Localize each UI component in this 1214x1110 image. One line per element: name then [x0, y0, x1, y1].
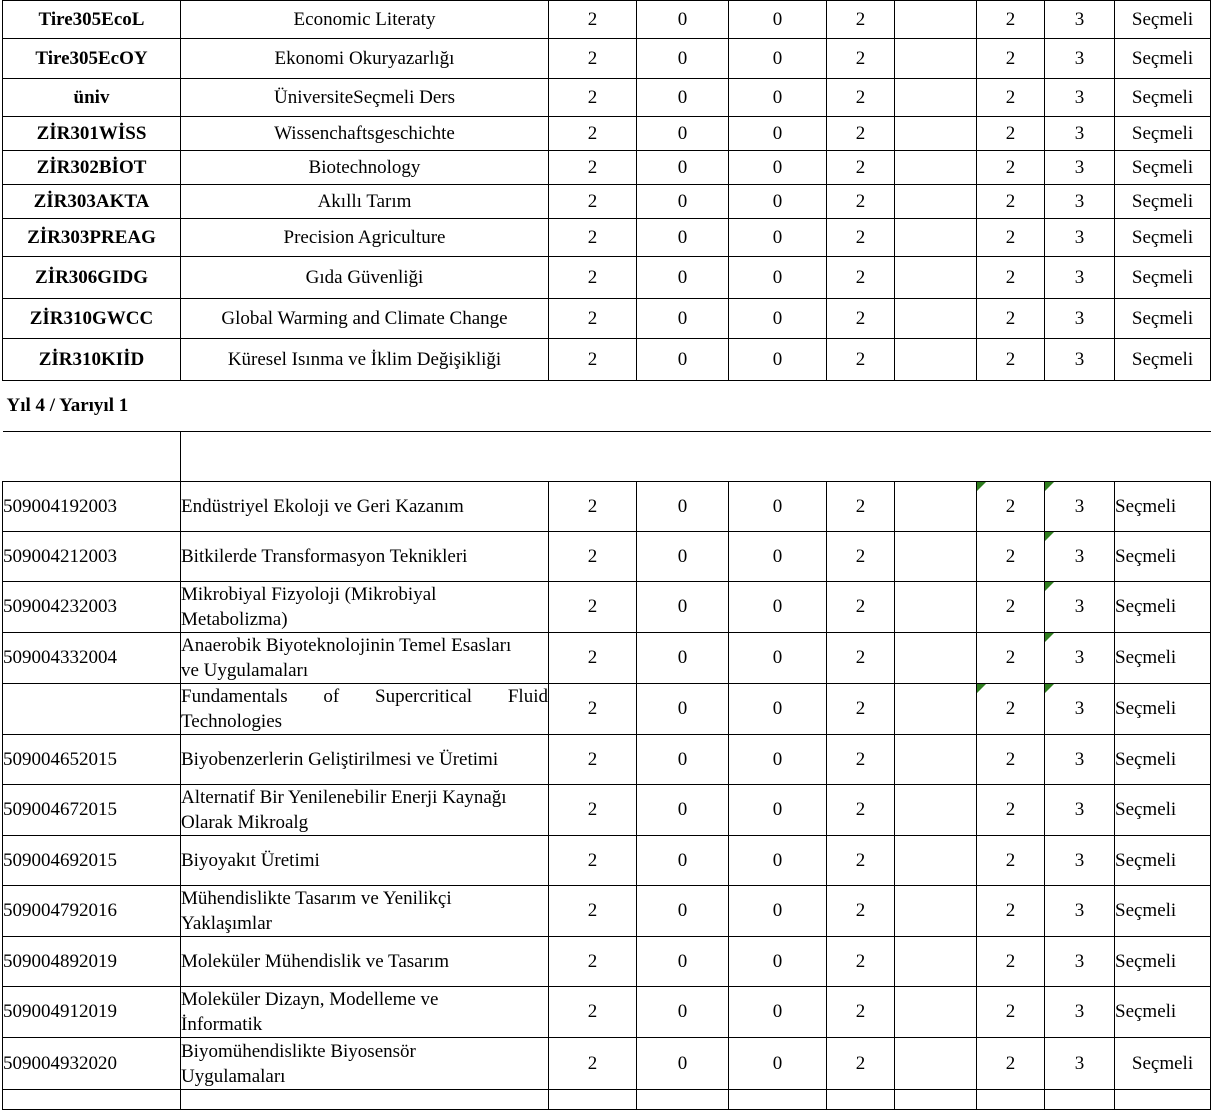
empty-cell [729, 1090, 827, 1110]
lab-hours: 0 [729, 886, 827, 937]
practice-hours: 0 [637, 79, 729, 117]
table-row [3, 937, 1211, 987]
lab-hours: 0 [729, 785, 827, 836]
course-code [3, 684, 181, 735]
course-name [181, 987, 549, 1038]
lab-hours: 0 [729, 1038, 827, 1090]
practice-hours: 0 [637, 1, 729, 39]
course-type: Seçmeli [1115, 151, 1211, 185]
course-code: 509004212003 [3, 532, 181, 582]
empty-cell [977, 1090, 1045, 1110]
akts-credit: 2 [977, 79, 1045, 117]
course-code: 509004192003 [3, 482, 181, 532]
table-row [3, 151, 1211, 185]
practice-hours: 0 [637, 151, 729, 185]
credit: 2 [827, 185, 895, 219]
akts-credit: 2 [977, 39, 1045, 79]
table-row [3, 836, 1211, 886]
credit: 2 [827, 532, 895, 582]
course-code: ZİR303AKTA [3, 185, 181, 219]
credit: 2 [827, 684, 895, 735]
credit: 2 [827, 633, 895, 684]
ects-value: 3 [1045, 836, 1115, 886]
theory-hours: 2 [549, 151, 637, 185]
course-code: üniv [3, 79, 181, 117]
akts-credit: 2 [977, 684, 1045, 735]
table-row [3, 117, 1211, 151]
course-name: Economic Literaty [181, 1, 549, 39]
lab-hours: 0 [729, 151, 827, 185]
theory-hours: 2 [549, 886, 637, 937]
credit: 2 [827, 1, 895, 39]
course-name: Precision Agriculture [181, 219, 549, 257]
lab-hours: 0 [729, 339, 827, 381]
table-row [3, 257, 1211, 299]
ects-value: 3 [1045, 684, 1115, 735]
akts-credit: 2 [977, 735, 1045, 785]
practice-hours: 0 [637, 684, 729, 735]
course-type: Seçmeli [1115, 836, 1211, 886]
course-name: Biotechnology [181, 151, 549, 185]
section-header-row [3, 381, 1211, 432]
course-type: Seçmeli [1115, 39, 1211, 79]
ects-value: 3 [1045, 339, 1115, 381]
practice-hours: 0 [637, 1038, 729, 1090]
course-name [181, 582, 549, 633]
course-name [181, 785, 549, 836]
empty-cell [1115, 1090, 1211, 1110]
empty-cell [3, 1090, 181, 1110]
practice-hours: 0 [637, 633, 729, 684]
empty-cell [637, 1090, 729, 1110]
theory-hours: 2 [549, 79, 637, 117]
course-name-line: Mühendislikte Tasarım ve Yenilikçi [181, 888, 452, 909]
credit: 2 [827, 117, 895, 151]
course-name: Ekonomi Okuryazarlığı [181, 39, 549, 79]
course-name: Biyobenzerlerin Geliştirilmesi ve Üretimi [181, 735, 549, 785]
akts-credit: 2 [977, 151, 1045, 185]
course-name-line: Anaerobik Biyoteknolojinin Temel Esasları [181, 635, 512, 656]
akts-credit: 2 [977, 987, 1045, 1038]
akts-credit: 2 [977, 185, 1045, 219]
empty-cell [895, 582, 977, 633]
course-code: 509004652015 [3, 735, 181, 785]
course-name: Bitkilerde Transformasyon Teknikleri [181, 532, 549, 582]
practice-hours: 0 [637, 299, 729, 339]
theory-hours: 2 [549, 117, 637, 151]
practice-hours: 0 [637, 836, 729, 886]
course-type: Seçmeli [1115, 339, 1211, 381]
empty-cell [895, 937, 977, 987]
akts-credit: 2 [977, 785, 1045, 836]
practice-hours: 0 [637, 39, 729, 79]
empty-cell [895, 299, 977, 339]
table-row [3, 1, 1211, 39]
course-name [181, 1038, 549, 1090]
lab-hours: 0 [729, 633, 827, 684]
course-name: Global Warming and Climate Change [181, 299, 549, 339]
credit: 2 [827, 582, 895, 633]
word: of [323, 686, 340, 707]
course-type: Seçmeli [1115, 987, 1211, 1038]
theory-hours: 2 [549, 735, 637, 785]
credit: 2 [827, 151, 895, 185]
ects-value: 3 [1045, 219, 1115, 257]
practice-hours: 0 [637, 339, 729, 381]
course-type: Seçmeli [1115, 532, 1211, 582]
course-type: Seçmeli [1115, 735, 1211, 785]
course-name: Küresel Isınma ve İklim Değişikliği [181, 339, 549, 381]
course-code: ZİR306GIDG [3, 257, 181, 299]
akts-credit: 2 [977, 482, 1045, 532]
course-type: Seçmeli [1115, 257, 1211, 299]
credit: 2 [827, 987, 895, 1038]
table-row [3, 299, 1211, 339]
course-name: Endüstriyel Ekoloji ve Geri Kazanım [181, 482, 549, 532]
empty-cell [895, 185, 977, 219]
table-row [3, 684, 1211, 735]
akts-credit: 2 [977, 1038, 1045, 1090]
course-name: Gıda Güvenliği [181, 257, 549, 299]
credit: 2 [827, 937, 895, 987]
course-code: ZİR303PREAG [3, 219, 181, 257]
ects-value: 3 [1045, 735, 1115, 785]
lab-hours: 0 [729, 299, 827, 339]
empty-cell [895, 219, 977, 257]
table-row [3, 987, 1211, 1038]
lab-hours: 0 [729, 185, 827, 219]
table-row [3, 1038, 1211, 1090]
lab-hours: 0 [729, 532, 827, 582]
lab-hours: 0 [729, 735, 827, 785]
ects-value: 3 [1045, 117, 1115, 151]
credit: 2 [827, 886, 895, 937]
practice-hours: 0 [637, 117, 729, 151]
table-row [3, 219, 1211, 257]
empty-cell [895, 684, 977, 735]
akts-credit: 2 [977, 937, 1045, 987]
credit: 2 [827, 79, 895, 117]
course-code: 509004672015 [3, 785, 181, 836]
course-name-line: Yaklaşımlar [181, 913, 272, 934]
credit: 2 [827, 39, 895, 79]
course-type: Seçmeli [1115, 582, 1211, 633]
credit: 2 [827, 482, 895, 532]
ects-value: 3 [1045, 482, 1115, 532]
theory-hours: 2 [549, 257, 637, 299]
course-name-line: Uygulamaları [181, 1065, 286, 1087]
word: Fluid [507, 686, 548, 707]
course-name: Wissenchaftsgeschichte [181, 117, 549, 151]
ects-value: 3 [1045, 987, 1115, 1038]
course-name-line: Olarak Mikroalg [181, 812, 309, 833]
course-name: Akıllı Tarım [181, 185, 549, 219]
empty-cell [827, 1090, 895, 1110]
table-row [3, 582, 1211, 633]
empty-cell [895, 1038, 977, 1090]
empty-cell [895, 532, 977, 582]
empty-cell [181, 432, 1211, 482]
table-row [3, 1090, 1211, 1110]
credit: 2 [827, 299, 895, 339]
table-row [3, 532, 1211, 582]
akts-credit: 2 [977, 582, 1045, 633]
course-type: Seçmeli [1115, 79, 1211, 117]
theory-hours: 2 [549, 582, 637, 633]
practice-hours: 0 [637, 785, 729, 836]
akts-credit: 2 [977, 836, 1045, 886]
practice-hours: 0 [637, 482, 729, 532]
table-row [3, 39, 1211, 79]
theory-hours: 2 [549, 633, 637, 684]
course-name: ÜniversiteSeçmeli Ders [181, 79, 549, 117]
course-type: Seçmeli [1115, 299, 1211, 339]
course-code: 509004692015 [3, 836, 181, 886]
course-name-line: Metabolizma) [181, 609, 288, 630]
theory-hours: 2 [549, 1038, 637, 1090]
course-type: Seçmeli [1115, 785, 1211, 836]
table-row [3, 339, 1211, 381]
course-type: Seçmeli [1115, 886, 1211, 937]
course-name-line: ve Uygulamaları [181, 660, 309, 681]
course-code: ZİR302BİOT [3, 151, 181, 185]
empty-cell [895, 987, 977, 1038]
ects-value: 3 [1045, 299, 1115, 339]
practice-hours: 0 [637, 886, 729, 937]
course-type: Seçmeli [1115, 1, 1211, 39]
course-code: 509004232003 [3, 582, 181, 633]
akts-credit: 2 [977, 117, 1045, 151]
ects-value: 3 [1045, 39, 1115, 79]
table-row [3, 785, 1211, 836]
blank-row [3, 432, 1211, 482]
credit: 2 [827, 785, 895, 836]
akts-credit: 2 [977, 219, 1045, 257]
ects-value: 3 [1045, 886, 1115, 937]
akts-credit: 2 [977, 633, 1045, 684]
theory-hours: 2 [549, 684, 637, 735]
course-code: ZİR310KIİD [3, 339, 181, 381]
theory-hours: 2 [549, 532, 637, 582]
table-row [3, 482, 1211, 532]
course-code: Tire305EcOY [3, 39, 181, 79]
lab-hours: 0 [729, 987, 827, 1038]
course-type: Seçmeli [1115, 185, 1211, 219]
theory-hours: 2 [549, 987, 637, 1038]
ects-value: 3 [1045, 582, 1115, 633]
lab-hours: 0 [729, 79, 827, 117]
akts-credit: 2 [977, 299, 1045, 339]
theory-hours: 2 [549, 219, 637, 257]
theory-hours: 2 [549, 482, 637, 532]
empty-cell [895, 633, 977, 684]
ects-value: 3 [1045, 633, 1115, 684]
empty-cell [181, 1090, 549, 1110]
course-name-line: Mikrobiyal Fizyoloji (Mikrobiyal [181, 584, 437, 605]
course-type: Seçmeli [1115, 937, 1211, 987]
ects-value: 3 [1045, 785, 1115, 836]
lab-hours: 0 [729, 582, 827, 633]
empty-cell [895, 886, 977, 937]
course-name-line: Alternatif Bir Yenilenebilir Enerji Kaynağı [181, 787, 507, 808]
word: Supercritical [375, 686, 473, 707]
theory-hours: 2 [549, 339, 637, 381]
table-row [3, 633, 1211, 684]
ects-value: 3 [1045, 1038, 1115, 1090]
empty-cell [895, 735, 977, 785]
course-code: 509004892019 [3, 937, 181, 987]
course-code: Tire305EcoL [3, 1, 181, 39]
course-code: 509004912019 [3, 987, 181, 1038]
course-type: Seçmeli [1115, 633, 1211, 684]
course-type: Seçmeli [1115, 1038, 1211, 1090]
theory-hours: 2 [549, 39, 637, 79]
ects-value: 3 [1045, 257, 1115, 299]
empty-cell [895, 257, 977, 299]
empty-cell [895, 1090, 977, 1110]
course-name-line: Biyomühendislikte Biyosensör [181, 1040, 416, 1062]
course-type: Seçmeli [1115, 684, 1211, 735]
empty-cell [895, 79, 977, 117]
ects-value: 3 [1045, 185, 1115, 219]
course-name [181, 633, 549, 684]
ects-value: 3 [1045, 79, 1115, 117]
empty-cell [1045, 1090, 1115, 1110]
akts-credit: 2 [977, 257, 1045, 299]
lab-hours: 0 [729, 257, 827, 299]
practice-hours: 0 [637, 937, 729, 987]
empty-cell [895, 1, 977, 39]
theory-hours: 2 [549, 1, 637, 39]
credit: 2 [827, 836, 895, 886]
lab-hours: 0 [729, 937, 827, 987]
ects-value: 3 [1045, 1, 1115, 39]
empty-cell [895, 482, 977, 532]
empty-cell [549, 1090, 637, 1110]
lab-hours: 0 [729, 482, 827, 532]
theory-hours: 2 [549, 185, 637, 219]
course-type: Seçmeli [1115, 117, 1211, 151]
course-name-line: İnformatik [181, 1014, 263, 1035]
lab-hours: 0 [729, 684, 827, 735]
section-title: Yıl 4 / Yarıyıl 1 [3, 381, 1211, 432]
credit: 2 [827, 735, 895, 785]
akts-credit: 2 [977, 886, 1045, 937]
practice-hours: 0 [637, 185, 729, 219]
course-table [2, 0, 1211, 1110]
credit: 2 [827, 339, 895, 381]
akts-credit: 2 [977, 339, 1045, 381]
table-row [3, 886, 1211, 937]
course-name-line [181, 684, 548, 709]
lab-hours: 0 [729, 836, 827, 886]
lab-hours: 0 [729, 219, 827, 257]
practice-hours: 0 [637, 987, 729, 1038]
empty-cell [895, 39, 977, 79]
course-name-line: Technologies [181, 711, 283, 732]
empty-cell [895, 836, 977, 886]
word: Fundamentals [181, 686, 288, 707]
empty-cell [895, 785, 977, 836]
empty-cell [3, 432, 181, 482]
theory-hours: 2 [549, 937, 637, 987]
ects-value: 3 [1045, 151, 1115, 185]
course-name: Biyoyakıt Üretimi [181, 836, 549, 886]
course-code: 509004792016 [3, 886, 181, 937]
empty-cell [895, 151, 977, 185]
lab-hours: 0 [729, 117, 827, 151]
course-code: ZİR301WİSS [3, 117, 181, 151]
akts-credit: 2 [977, 1, 1045, 39]
practice-hours: 0 [637, 582, 729, 633]
table-row [3, 79, 1211, 117]
table-row [3, 735, 1211, 785]
practice-hours: 0 [637, 257, 729, 299]
course-name [181, 886, 549, 937]
credit: 2 [827, 219, 895, 257]
akts-credit: 2 [977, 532, 1045, 582]
ects-value: 3 [1045, 532, 1115, 582]
course-name [181, 684, 549, 735]
empty-cell [895, 117, 977, 151]
course-code: ZİR310GWCC [3, 299, 181, 339]
table-row [3, 185, 1211, 219]
course-code: 509004932020 [3, 1038, 181, 1090]
credit: 2 [827, 257, 895, 299]
practice-hours: 0 [637, 532, 729, 582]
course-type: Seçmeli [1115, 219, 1211, 257]
lab-hours: 0 [729, 39, 827, 79]
practice-hours: 0 [637, 735, 729, 785]
course-name-line: Moleküler Dizayn, Modelleme ve [181, 989, 439, 1010]
empty-cell [895, 339, 977, 381]
ects-value: 3 [1045, 937, 1115, 987]
lab-hours: 0 [729, 1, 827, 39]
course-code: 509004332004 [3, 633, 181, 684]
theory-hours: 2 [549, 836, 637, 886]
credit: 2 [827, 1038, 895, 1090]
theory-hours: 2 [549, 299, 637, 339]
practice-hours: 0 [637, 219, 729, 257]
theory-hours: 2 [549, 785, 637, 836]
course-type: Seçmeli [1115, 482, 1211, 532]
course-name: Moleküler Mühendislik ve Tasarım [181, 937, 549, 987]
